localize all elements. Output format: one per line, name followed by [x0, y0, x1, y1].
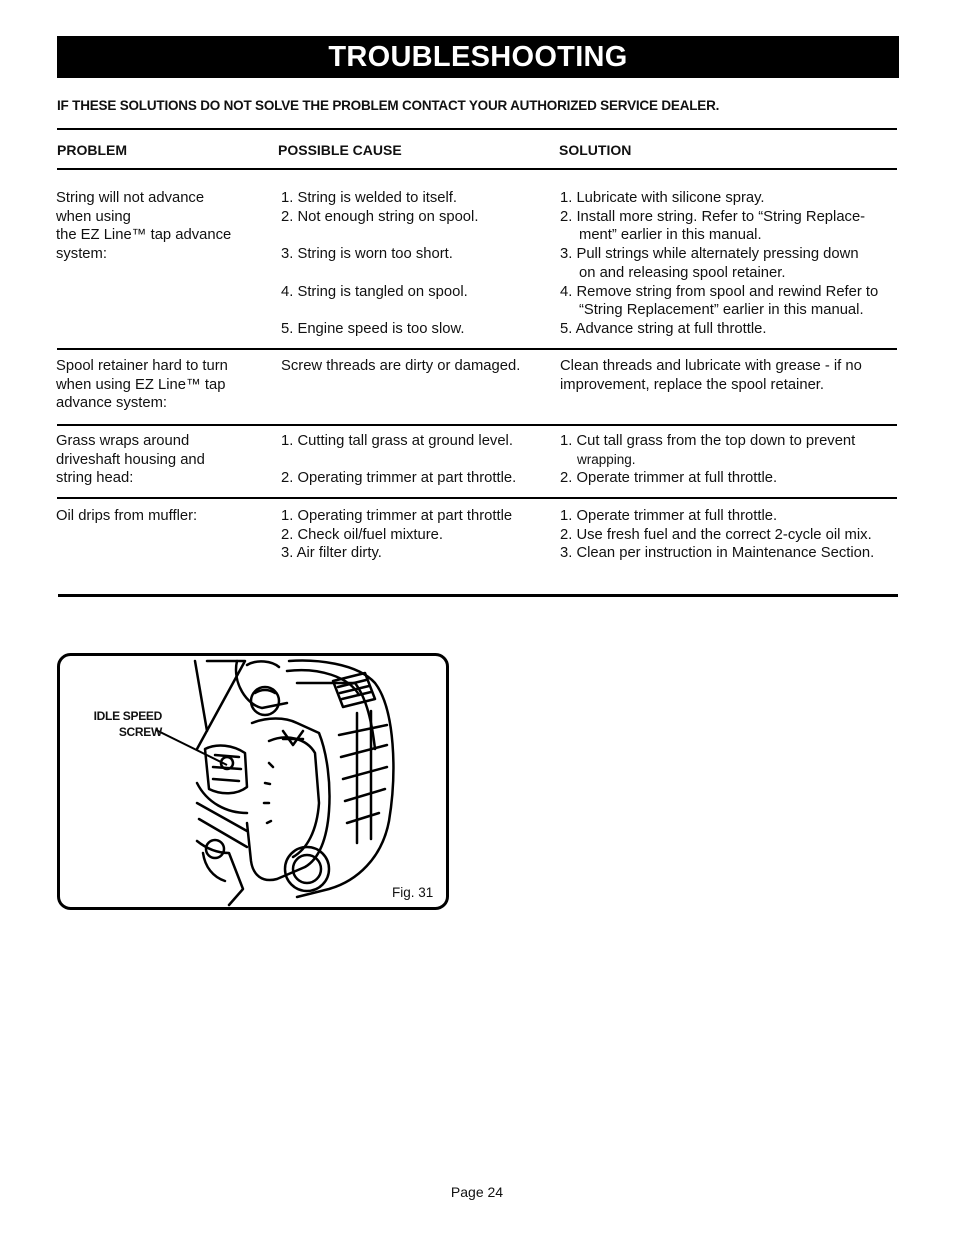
solution-item: 2. Use fresh fuel and the correct 2-cycle oil mix. [560, 526, 872, 543]
cause-cell [281, 357, 520, 376]
problem-cell [56, 432, 205, 488]
cause-item: 3. Air filter dirty. [281, 545, 382, 562]
column-header-cause: POSSIBLE CAUSE [278, 142, 402, 158]
solution-item: 2. Operate trimmer at full throttle. [560, 470, 778, 487]
problem-cell [56, 189, 231, 264]
solution-item: 5. Advance string at full throttle. [560, 320, 767, 337]
solution-item-continued: on and releasing spool retainer. [579, 264, 786, 281]
cause-item: 4. String is tangled on spool. [281, 283, 468, 300]
figure-label-line: IDLE SPEED [93, 709, 162, 723]
solution-line: improvement, replace the spool retainer. [560, 376, 825, 393]
solution-line: Clean threads and lubricate with grease - if no [560, 358, 862, 374]
solution-item-continued: ment” earlier in this manual. [579, 227, 762, 244]
cause-item: 2. Check oil/fuel mixture. [281, 526, 444, 543]
cause-item: 1. Cutting tall grass at ground level. [281, 433, 513, 449]
cause-item: Screw threads are dirty or damaged. [281, 358, 521, 374]
column-header-problem: PROBLEM [57, 142, 127, 158]
solution-cell [560, 432, 855, 488]
cause-cell [281, 189, 478, 339]
problem-cell [56, 357, 228, 413]
solution-item-continued: wrapping. [577, 451, 636, 467]
trimmer-engine-illustration [57, 653, 449, 910]
solution-item-continued: “String Replacement” earlier in this manual. [579, 302, 864, 319]
figure-caption: Fig. 31 [392, 885, 434, 900]
cause-item: 3. String is worn too short. [281, 246, 453, 263]
row-divider [57, 348, 897, 350]
problem-line: Spool retainer hard to turn [56, 358, 228, 374]
header-bottom-rule [57, 168, 897, 170]
problem-line: Oil drips from muffler: [56, 508, 198, 524]
idle-speed-screw-label [84, 708, 162, 740]
problem-line: advance system: [56, 395, 168, 412]
problem-line: string head: [56, 470, 134, 487]
solution-cell [560, 189, 878, 339]
solution-item: 1. Lubricate with silicone spray. [560, 190, 765, 206]
cause-item: 1. String is welded to itself. [281, 190, 458, 206]
row-divider [57, 424, 897, 426]
problem-cell [56, 507, 197, 526]
page-title: TROUBLESHOOTING [328, 41, 628, 73]
solution-item: 3. Clean per instruction in Maintenance Section. [560, 545, 875, 562]
solution-item: 3. Pull strings while alternately pressing down [560, 246, 859, 263]
problem-line: system: [56, 246, 107, 263]
page-number: Page 24 [450, 1184, 504, 1200]
service-notice: IF THESE SOLUTIONS DO NOT SOLVE THE PROBLEM CONTACT YOUR AUTHORIZED SERVICE DEALER. [57, 98, 720, 113]
problem-line: Grass wraps around [56, 433, 190, 449]
column-header-solution: SOLUTION [559, 142, 632, 158]
cause-item: 1. Operating trimmer at part throttle [281, 508, 513, 524]
problem-line: when using [56, 208, 131, 225]
solution-item: 4. Remove string from spool and rewind Refer to [560, 283, 879, 300]
problem-line: when using EZ Line™ tap [56, 376, 226, 393]
solution-cell [560, 507, 874, 563]
cause-cell [281, 432, 516, 488]
cause-item: 5. Engine speed is too slow. [281, 320, 465, 337]
figure-label-line: SCREW [118, 725, 162, 739]
cause-item: 2. Operating trimmer at part throttle. [281, 470, 517, 487]
table-top-rule [57, 128, 897, 130]
solution-item: 1. Operate trimmer at full throttle. [560, 508, 778, 524]
cause-item: 2. Not enough string on spool. [281, 208, 479, 225]
cause-cell [281, 507, 512, 563]
solution-item: 2. Install more string. Refer to “String Replace- [560, 208, 866, 225]
problem-line: String will not advance [56, 190, 205, 206]
problem-line: the EZ Line™ tap advance [56, 227, 232, 244]
solution-item: 1. Cut tall grass from the top down to prevent [560, 433, 856, 449]
solution-cell [560, 357, 862, 394]
table-bottom-rule [58, 594, 898, 597]
problem-line: driveshaft housing and [56, 451, 205, 468]
page-title-bar [57, 36, 899, 78]
row-divider [57, 497, 897, 499]
